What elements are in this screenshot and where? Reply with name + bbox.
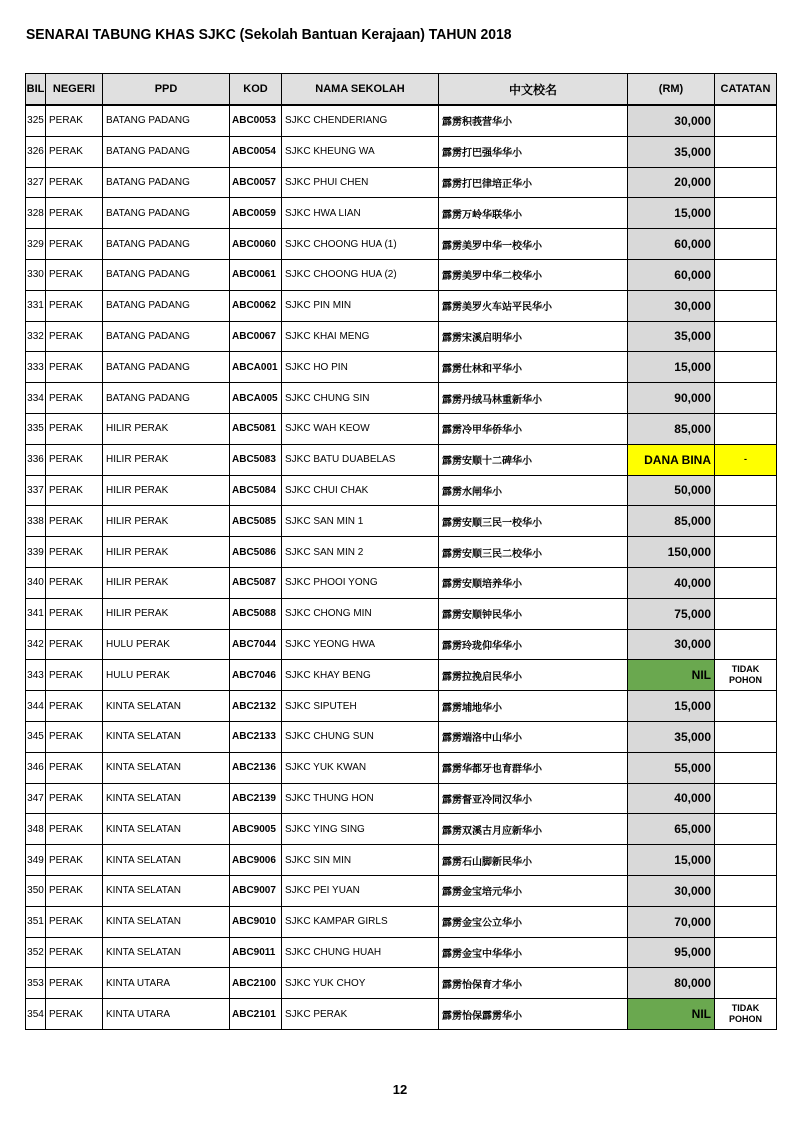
negeri-cell: PERAK	[46, 845, 103, 876]
kod-cell: ABCA005	[230, 383, 282, 414]
chinese-name-cell: 霹雳水闸华小	[439, 475, 628, 506]
school-name-cell: SJKC SAN MIN 1	[282, 506, 439, 537]
table-row	[26, 691, 777, 722]
amount-cell: 40,000	[628, 567, 715, 598]
catatan-cell	[715, 506, 777, 537]
bil-cell: 350	[26, 875, 46, 906]
bil-cell: 326	[26, 136, 46, 167]
ppd-cell: BATANG PADANG	[103, 321, 230, 352]
kod-cell: ABC0059	[230, 198, 282, 229]
table-row	[26, 721, 777, 752]
catatan-cell	[715, 413, 777, 444]
ppd-cell: BATANG PADANG	[103, 167, 230, 198]
ppd-cell: HILIR PERAK	[103, 475, 230, 506]
table-row	[26, 198, 777, 229]
chinese-name-cell: 霹雳安顺三民二校华小	[439, 537, 628, 568]
bil-cell: 338	[26, 506, 46, 537]
school-name-cell: SJKC SIN MIN	[282, 845, 439, 876]
school-name-cell: SJKC YEONG HWA	[282, 629, 439, 660]
kod-cell: ABC0054	[230, 136, 282, 167]
amount-cell: 50,000	[628, 475, 715, 506]
page-number: 12	[392, 1082, 408, 1097]
catatan-cell	[715, 229, 777, 260]
negeri-cell: PERAK	[46, 198, 103, 229]
header-catatan: CATATAN	[715, 74, 777, 106]
school-name-cell: SJKC HWA LIAN	[282, 198, 439, 229]
table-row	[26, 352, 777, 383]
bil-cell: 330	[26, 259, 46, 290]
kod-cell: ABC9005	[230, 814, 282, 845]
amount-cell: 30,000	[628, 629, 715, 660]
bil-cell: 353	[26, 968, 46, 999]
amount-cell: 65,000	[628, 814, 715, 845]
school-name-cell: SJKC CHOONG HUA (2)	[282, 259, 439, 290]
school-name-cell: SJKC CHENDERIANG	[282, 105, 439, 136]
table-row	[26, 968, 777, 999]
bil-cell: 349	[26, 845, 46, 876]
amount-cell: 85,000	[628, 506, 715, 537]
table-header-row	[26, 74, 777, 106]
header-rm: (RM)	[628, 74, 715, 106]
negeri-cell: PERAK	[46, 721, 103, 752]
school-name-cell: SJKC SIPUTEH	[282, 691, 439, 722]
header-bil: BIL	[26, 74, 46, 106]
kod-cell: ABC9011	[230, 937, 282, 968]
amount-cell: 60,000	[628, 259, 715, 290]
ppd-cell: KINTA SELATAN	[103, 752, 230, 783]
ppd-cell: BATANG PADANG	[103, 383, 230, 414]
catatan-cell	[715, 598, 777, 629]
negeri-cell: PERAK	[46, 937, 103, 968]
table-row	[26, 814, 777, 845]
ppd-cell: BATANG PADANG	[103, 290, 230, 321]
catatan-cell: -	[715, 444, 777, 475]
ppd-cell: KINTA UTARA	[103, 968, 230, 999]
school-name-cell: SJKC PHUI CHEN	[282, 167, 439, 198]
school-name-cell: SJKC WAH KEOW	[282, 413, 439, 444]
amount-cell: 15,000	[628, 691, 715, 722]
school-name-cell: SJKC CHOONG HUA (1)	[282, 229, 439, 260]
negeri-cell: PERAK	[46, 413, 103, 444]
ppd-cell: KINTA SELATAN	[103, 845, 230, 876]
chinese-name-cell: 霹雳华都牙也育群华小	[439, 752, 628, 783]
school-name-cell: SJKC KHEUNG WA	[282, 136, 439, 167]
negeri-cell: PERAK	[46, 999, 103, 1030]
catatan-cell	[715, 968, 777, 999]
negeri-cell: PERAK	[46, 259, 103, 290]
bil-cell: 347	[26, 783, 46, 814]
school-fund-table	[25, 73, 777, 1030]
school-name-cell: SJKC HO PIN	[282, 352, 439, 383]
negeri-cell: PERAK	[46, 105, 103, 136]
ppd-cell: KINTA SELATAN	[103, 906, 230, 937]
amount-cell: 30,000	[628, 290, 715, 321]
negeri-cell: PERAK	[46, 875, 103, 906]
catatan-cell	[715, 875, 777, 906]
table-row	[26, 783, 777, 814]
bil-cell: 325	[26, 105, 46, 136]
chinese-name-cell: 霹雳金宝中华华小	[439, 937, 628, 968]
chinese-name-cell: 霹雳安顺十二碑华小	[439, 444, 628, 475]
table-row	[26, 444, 777, 475]
catatan-cell	[715, 136, 777, 167]
negeri-cell: PERAK	[46, 444, 103, 475]
negeri-cell: PERAK	[46, 783, 103, 814]
amount-cell: 40,000	[628, 783, 715, 814]
chinese-name-cell: 霹雳积莪营华小	[439, 105, 628, 136]
bil-cell: 334	[26, 383, 46, 414]
amount-cell: 70,000	[628, 906, 715, 937]
amount-cell: 85,000	[628, 413, 715, 444]
kod-cell: ABC5088	[230, 598, 282, 629]
table-row	[26, 383, 777, 414]
ppd-cell: HILIR PERAK	[103, 506, 230, 537]
chinese-name-cell: 霹雳安顺三民一校华小	[439, 506, 628, 537]
table-row	[26, 136, 777, 167]
catatan-cell	[715, 198, 777, 229]
kod-cell: ABC9010	[230, 906, 282, 937]
kod-cell: ABC5083	[230, 444, 282, 475]
negeri-cell: PERAK	[46, 968, 103, 999]
amount-cell: NIL	[628, 999, 715, 1030]
bil-cell: 328	[26, 198, 46, 229]
catatan-cell	[715, 352, 777, 383]
school-name-cell: SJKC SAN MIN 2	[282, 537, 439, 568]
catatan-cell	[715, 537, 777, 568]
bil-cell: 342	[26, 629, 46, 660]
negeri-cell: PERAK	[46, 567, 103, 598]
chinese-name-cell: 霹雳督亚冷同汉华小	[439, 783, 628, 814]
amount-cell: 20,000	[628, 167, 715, 198]
school-name-cell: SJKC PHOOI YONG	[282, 567, 439, 598]
header-nama-sekolah: NAMA SEKOLAH	[282, 74, 439, 106]
chinese-name-cell: 霹雳美罗中华二校华小	[439, 259, 628, 290]
bil-cell: 346	[26, 752, 46, 783]
kod-cell: ABC2139	[230, 783, 282, 814]
chinese-name-cell: 霹雳埔地华小	[439, 691, 628, 722]
table-row	[26, 506, 777, 537]
table-row	[26, 413, 777, 444]
negeri-cell: PERAK	[46, 906, 103, 937]
kod-cell: ABC2132	[230, 691, 282, 722]
amount-cell: NIL	[628, 660, 715, 691]
chinese-name-cell: 霹雳宋溪启明华小	[439, 321, 628, 352]
kod-cell: ABC9007	[230, 875, 282, 906]
bil-cell: 354	[26, 999, 46, 1030]
school-name-cell: SJKC PIN MIN	[282, 290, 439, 321]
ppd-cell: BATANG PADANG	[103, 136, 230, 167]
school-name-cell: SJKC CHUNG SIN	[282, 383, 439, 414]
negeri-cell: PERAK	[46, 752, 103, 783]
table-row	[26, 537, 777, 568]
table-row	[26, 906, 777, 937]
school-name-cell: SJKC CHONG MIN	[282, 598, 439, 629]
kod-cell: ABC7046	[230, 660, 282, 691]
bil-cell: 352	[26, 937, 46, 968]
catatan-cell: TIDAK POHON	[715, 999, 777, 1030]
amount-cell: 35,000	[628, 321, 715, 352]
negeri-cell: PERAK	[46, 629, 103, 660]
kod-cell: ABC2101	[230, 999, 282, 1030]
chinese-name-cell: 霹雳万岭华联华小	[439, 198, 628, 229]
chinese-name-cell: 霹雳安顺培养华小	[439, 567, 628, 598]
chinese-name-cell: 霹雳端洛中山华小	[439, 721, 628, 752]
kod-cell: ABC5085	[230, 506, 282, 537]
chinese-name-cell: 霹雳怡保育才华小	[439, 968, 628, 999]
table-row	[26, 567, 777, 598]
chinese-name-cell: 霹雳拉挽启民华小	[439, 660, 628, 691]
catatan-cell	[715, 721, 777, 752]
header-chinese-name: 中文校名	[439, 74, 628, 106]
catatan-cell	[715, 691, 777, 722]
kod-cell: ABC0061	[230, 259, 282, 290]
ppd-cell: HILIR PERAK	[103, 413, 230, 444]
negeri-cell: PERAK	[46, 814, 103, 845]
bil-cell: 327	[26, 167, 46, 198]
chinese-name-cell: 霹雳金宝培元华小	[439, 875, 628, 906]
table-body	[26, 105, 777, 1029]
bil-cell: 343	[26, 660, 46, 691]
ppd-cell: BATANG PADANG	[103, 105, 230, 136]
bil-cell: 341	[26, 598, 46, 629]
school-name-cell: SJKC PEI YUAN	[282, 875, 439, 906]
amount-cell: 80,000	[628, 968, 715, 999]
chinese-name-cell: 霹雳双溪古月应新华小	[439, 814, 628, 845]
bil-cell: 344	[26, 691, 46, 722]
page-title: SENARAI TABUNG KHAS SJKC (Sekolah Bantuan Kerajaan) TAHUN 2018	[26, 26, 512, 43]
kod-cell: ABC2136	[230, 752, 282, 783]
bil-cell: 351	[26, 906, 46, 937]
bil-cell: 333	[26, 352, 46, 383]
amount-cell: 15,000	[628, 198, 715, 229]
amount-cell: 75,000	[628, 598, 715, 629]
chinese-name-cell: 霹雳打巴强华华小	[439, 136, 628, 167]
catatan-cell	[715, 475, 777, 506]
catatan-cell	[715, 290, 777, 321]
bil-cell: 335	[26, 413, 46, 444]
negeri-cell: PERAK	[46, 537, 103, 568]
amount-cell: 95,000	[628, 937, 715, 968]
kod-cell: ABC2133	[230, 721, 282, 752]
negeri-cell: PERAK	[46, 321, 103, 352]
school-name-cell: SJKC YING SING	[282, 814, 439, 845]
table-row	[26, 937, 777, 968]
ppd-cell: KINTA SELATAN	[103, 721, 230, 752]
school-name-cell: SJKC KHAI MENG	[282, 321, 439, 352]
amount-cell: DANA BINA	[628, 444, 715, 475]
table-row	[26, 598, 777, 629]
header-negeri: NEGERI	[46, 74, 103, 106]
amount-cell: 60,000	[628, 229, 715, 260]
table-row	[26, 259, 777, 290]
table-row	[26, 999, 777, 1030]
kod-cell: ABC0067	[230, 321, 282, 352]
bil-cell: 329	[26, 229, 46, 260]
kod-cell: ABCA001	[230, 352, 282, 383]
catatan-cell	[715, 259, 777, 290]
school-name-cell: SJKC THUNG HON	[282, 783, 439, 814]
negeri-cell: PERAK	[46, 352, 103, 383]
catatan-cell	[715, 906, 777, 937]
negeri-cell: PERAK	[46, 506, 103, 537]
chinese-name-cell: 霹雳安顺钟民华小	[439, 598, 628, 629]
school-name-cell: SJKC KAMPAR GIRLS	[282, 906, 439, 937]
ppd-cell: BATANG PADANG	[103, 229, 230, 260]
bil-cell: 339	[26, 537, 46, 568]
school-name-cell: SJKC CHUNG HUAH	[282, 937, 439, 968]
kod-cell: ABC5087	[230, 567, 282, 598]
ppd-cell: BATANG PADANG	[103, 352, 230, 383]
table-row	[26, 660, 777, 691]
bil-cell: 345	[26, 721, 46, 752]
ppd-cell: HILIR PERAK	[103, 537, 230, 568]
kod-cell: ABC7044	[230, 629, 282, 660]
amount-cell: 30,000	[628, 105, 715, 136]
ppd-cell: KINTA UTARA	[103, 999, 230, 1030]
chinese-name-cell: 霹雳丹绒马林重新华小	[439, 383, 628, 414]
chinese-name-cell: 霹雳美罗中华一校华小	[439, 229, 628, 260]
chinese-name-cell: 霹雳打巴律培正华小	[439, 167, 628, 198]
kod-cell: ABC0062	[230, 290, 282, 321]
negeri-cell: PERAK	[46, 691, 103, 722]
bil-cell: 332	[26, 321, 46, 352]
table-row	[26, 290, 777, 321]
ppd-cell: HILIR PERAK	[103, 598, 230, 629]
kod-cell: ABC5086	[230, 537, 282, 568]
amount-cell: 35,000	[628, 136, 715, 167]
bil-cell: 331	[26, 290, 46, 321]
ppd-cell: KINTA SELATAN	[103, 691, 230, 722]
catatan-cell	[715, 105, 777, 136]
ppd-cell: KINTA SELATAN	[103, 814, 230, 845]
chinese-name-cell: 霹雳冷甲华侨华小	[439, 413, 628, 444]
ppd-cell: KINTA SELATAN	[103, 875, 230, 906]
catatan-cell	[715, 845, 777, 876]
negeri-cell: PERAK	[46, 475, 103, 506]
chinese-name-cell: 霹雳金宝公立华小	[439, 906, 628, 937]
amount-cell: 150,000	[628, 537, 715, 568]
table-row	[26, 105, 777, 136]
school-name-cell: SJKC YUK CHOY	[282, 968, 439, 999]
catatan-cell	[715, 383, 777, 414]
kod-cell: ABC9006	[230, 845, 282, 876]
ppd-cell: HILIR PERAK	[103, 567, 230, 598]
catatan-cell	[715, 629, 777, 660]
amount-cell: 90,000	[628, 383, 715, 414]
catatan-cell	[715, 567, 777, 598]
chinese-name-cell: 霹雳怡保霹雳华小	[439, 999, 628, 1030]
catatan-cell: TIDAK POHON	[715, 660, 777, 691]
negeri-cell: PERAK	[46, 598, 103, 629]
bil-cell: 336	[26, 444, 46, 475]
school-name-cell: SJKC KHAY BENG	[282, 660, 439, 691]
negeri-cell: PERAK	[46, 167, 103, 198]
bil-cell: 348	[26, 814, 46, 845]
negeri-cell: PERAK	[46, 229, 103, 260]
kod-cell: ABC0053	[230, 105, 282, 136]
kod-cell: ABC0060	[230, 229, 282, 260]
ppd-cell: HULU PERAK	[103, 660, 230, 691]
ppd-cell: BATANG PADANG	[103, 198, 230, 229]
chinese-name-cell: 霹雳玲珑仰华华小	[439, 629, 628, 660]
table-row	[26, 475, 777, 506]
ppd-cell: KINTA SELATAN	[103, 937, 230, 968]
catatan-cell	[715, 167, 777, 198]
table-row	[26, 229, 777, 260]
negeri-cell: PERAK	[46, 290, 103, 321]
bil-cell: 340	[26, 567, 46, 598]
table-row	[26, 875, 777, 906]
table-row	[26, 321, 777, 352]
ppd-cell: HULU PERAK	[103, 629, 230, 660]
school-name-cell: SJKC CHUI CHAK	[282, 475, 439, 506]
catatan-cell	[715, 814, 777, 845]
ppd-cell: BATANG PADANG	[103, 259, 230, 290]
catatan-cell	[715, 937, 777, 968]
ppd-cell: HILIR PERAK	[103, 444, 230, 475]
kod-cell: ABC5081	[230, 413, 282, 444]
header-ppd: PPD	[103, 74, 230, 106]
negeri-cell: PERAK	[46, 660, 103, 691]
kod-cell: ABC0057	[230, 167, 282, 198]
catatan-cell	[715, 783, 777, 814]
table-row	[26, 629, 777, 660]
table-row	[26, 752, 777, 783]
amount-cell: 30,000	[628, 875, 715, 906]
school-name-cell: SJKC YUK KWAN	[282, 752, 439, 783]
table-row	[26, 845, 777, 876]
amount-cell: 35,000	[628, 721, 715, 752]
chinese-name-cell: 霹雳仕林和平华小	[439, 352, 628, 383]
negeri-cell: PERAK	[46, 383, 103, 414]
kod-cell: ABC5084	[230, 475, 282, 506]
school-name-cell: SJKC BATU DUABELAS	[282, 444, 439, 475]
chinese-name-cell: 霹雳石山脚新民华小	[439, 845, 628, 876]
table-row	[26, 167, 777, 198]
school-name-cell: SJKC CHUNG SUN	[282, 721, 439, 752]
ppd-cell: KINTA SELATAN	[103, 783, 230, 814]
catatan-cell	[715, 321, 777, 352]
kod-cell: ABC2100	[230, 968, 282, 999]
amount-cell: 55,000	[628, 752, 715, 783]
chinese-name-cell: 霹雳美罗火车站平民华小	[439, 290, 628, 321]
bil-cell: 337	[26, 475, 46, 506]
negeri-cell: PERAK	[46, 136, 103, 167]
amount-cell: 15,000	[628, 845, 715, 876]
amount-cell: 15,000	[628, 352, 715, 383]
header-kod: KOD	[230, 74, 282, 106]
catatan-cell	[715, 752, 777, 783]
school-name-cell: SJKC PERAK	[282, 999, 439, 1030]
